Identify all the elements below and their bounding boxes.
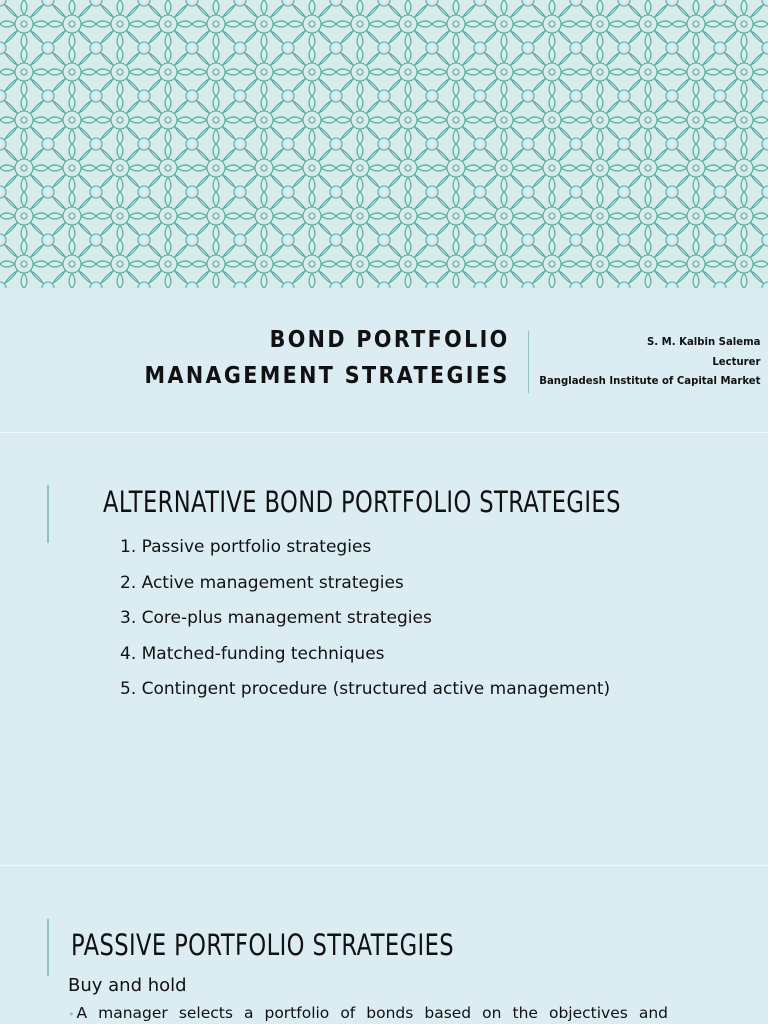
title-slide xyxy=(0,0,768,432)
author-institution: Bangladesh Institute of Capital Market xyxy=(539,374,761,387)
title-line-2: MANAGEMENT STRATEGIES xyxy=(144,363,510,389)
author-role: Lecturer xyxy=(712,354,761,368)
heading-accent-bar xyxy=(47,919,49,976)
presentation-title xyxy=(145,322,510,394)
subheading: Buy and hold xyxy=(68,975,187,996)
list-item: 5. Contingent procedure (structured active management) xyxy=(120,679,611,699)
title-line-1: BOND PORTFOLIO xyxy=(270,327,510,353)
strategy-list xyxy=(120,534,610,712)
author-info xyxy=(540,332,761,391)
list-item: 2. Active management strategies xyxy=(120,572,404,593)
list-item: 1. Passive portfolio strategies xyxy=(120,537,372,557)
slide-heading: ALTERNATIVE BOND PORTFOLIO STRATEGIES xyxy=(103,485,621,519)
strategies-slide xyxy=(0,433,768,865)
title-divider xyxy=(528,331,529,393)
body-text: A manager selects a portfolio of bonds based on the objectives and xyxy=(76,1004,668,1022)
list-item: 3. Core-plus management strategies xyxy=(120,608,432,628)
heading-accent-bar xyxy=(47,485,49,543)
passive-strategies-slide xyxy=(0,866,768,1024)
decorative-pattern-banner xyxy=(0,0,768,288)
body-text-line xyxy=(68,1004,668,1022)
list-item: 4. Matched-funding techniques xyxy=(120,643,385,664)
author-name: S. M. Kalbin Salema xyxy=(647,335,761,348)
slide-heading: PASSIVE PORTFOLIO STRATEGIES xyxy=(71,928,455,962)
bullet-icon: • xyxy=(68,1008,75,1021)
